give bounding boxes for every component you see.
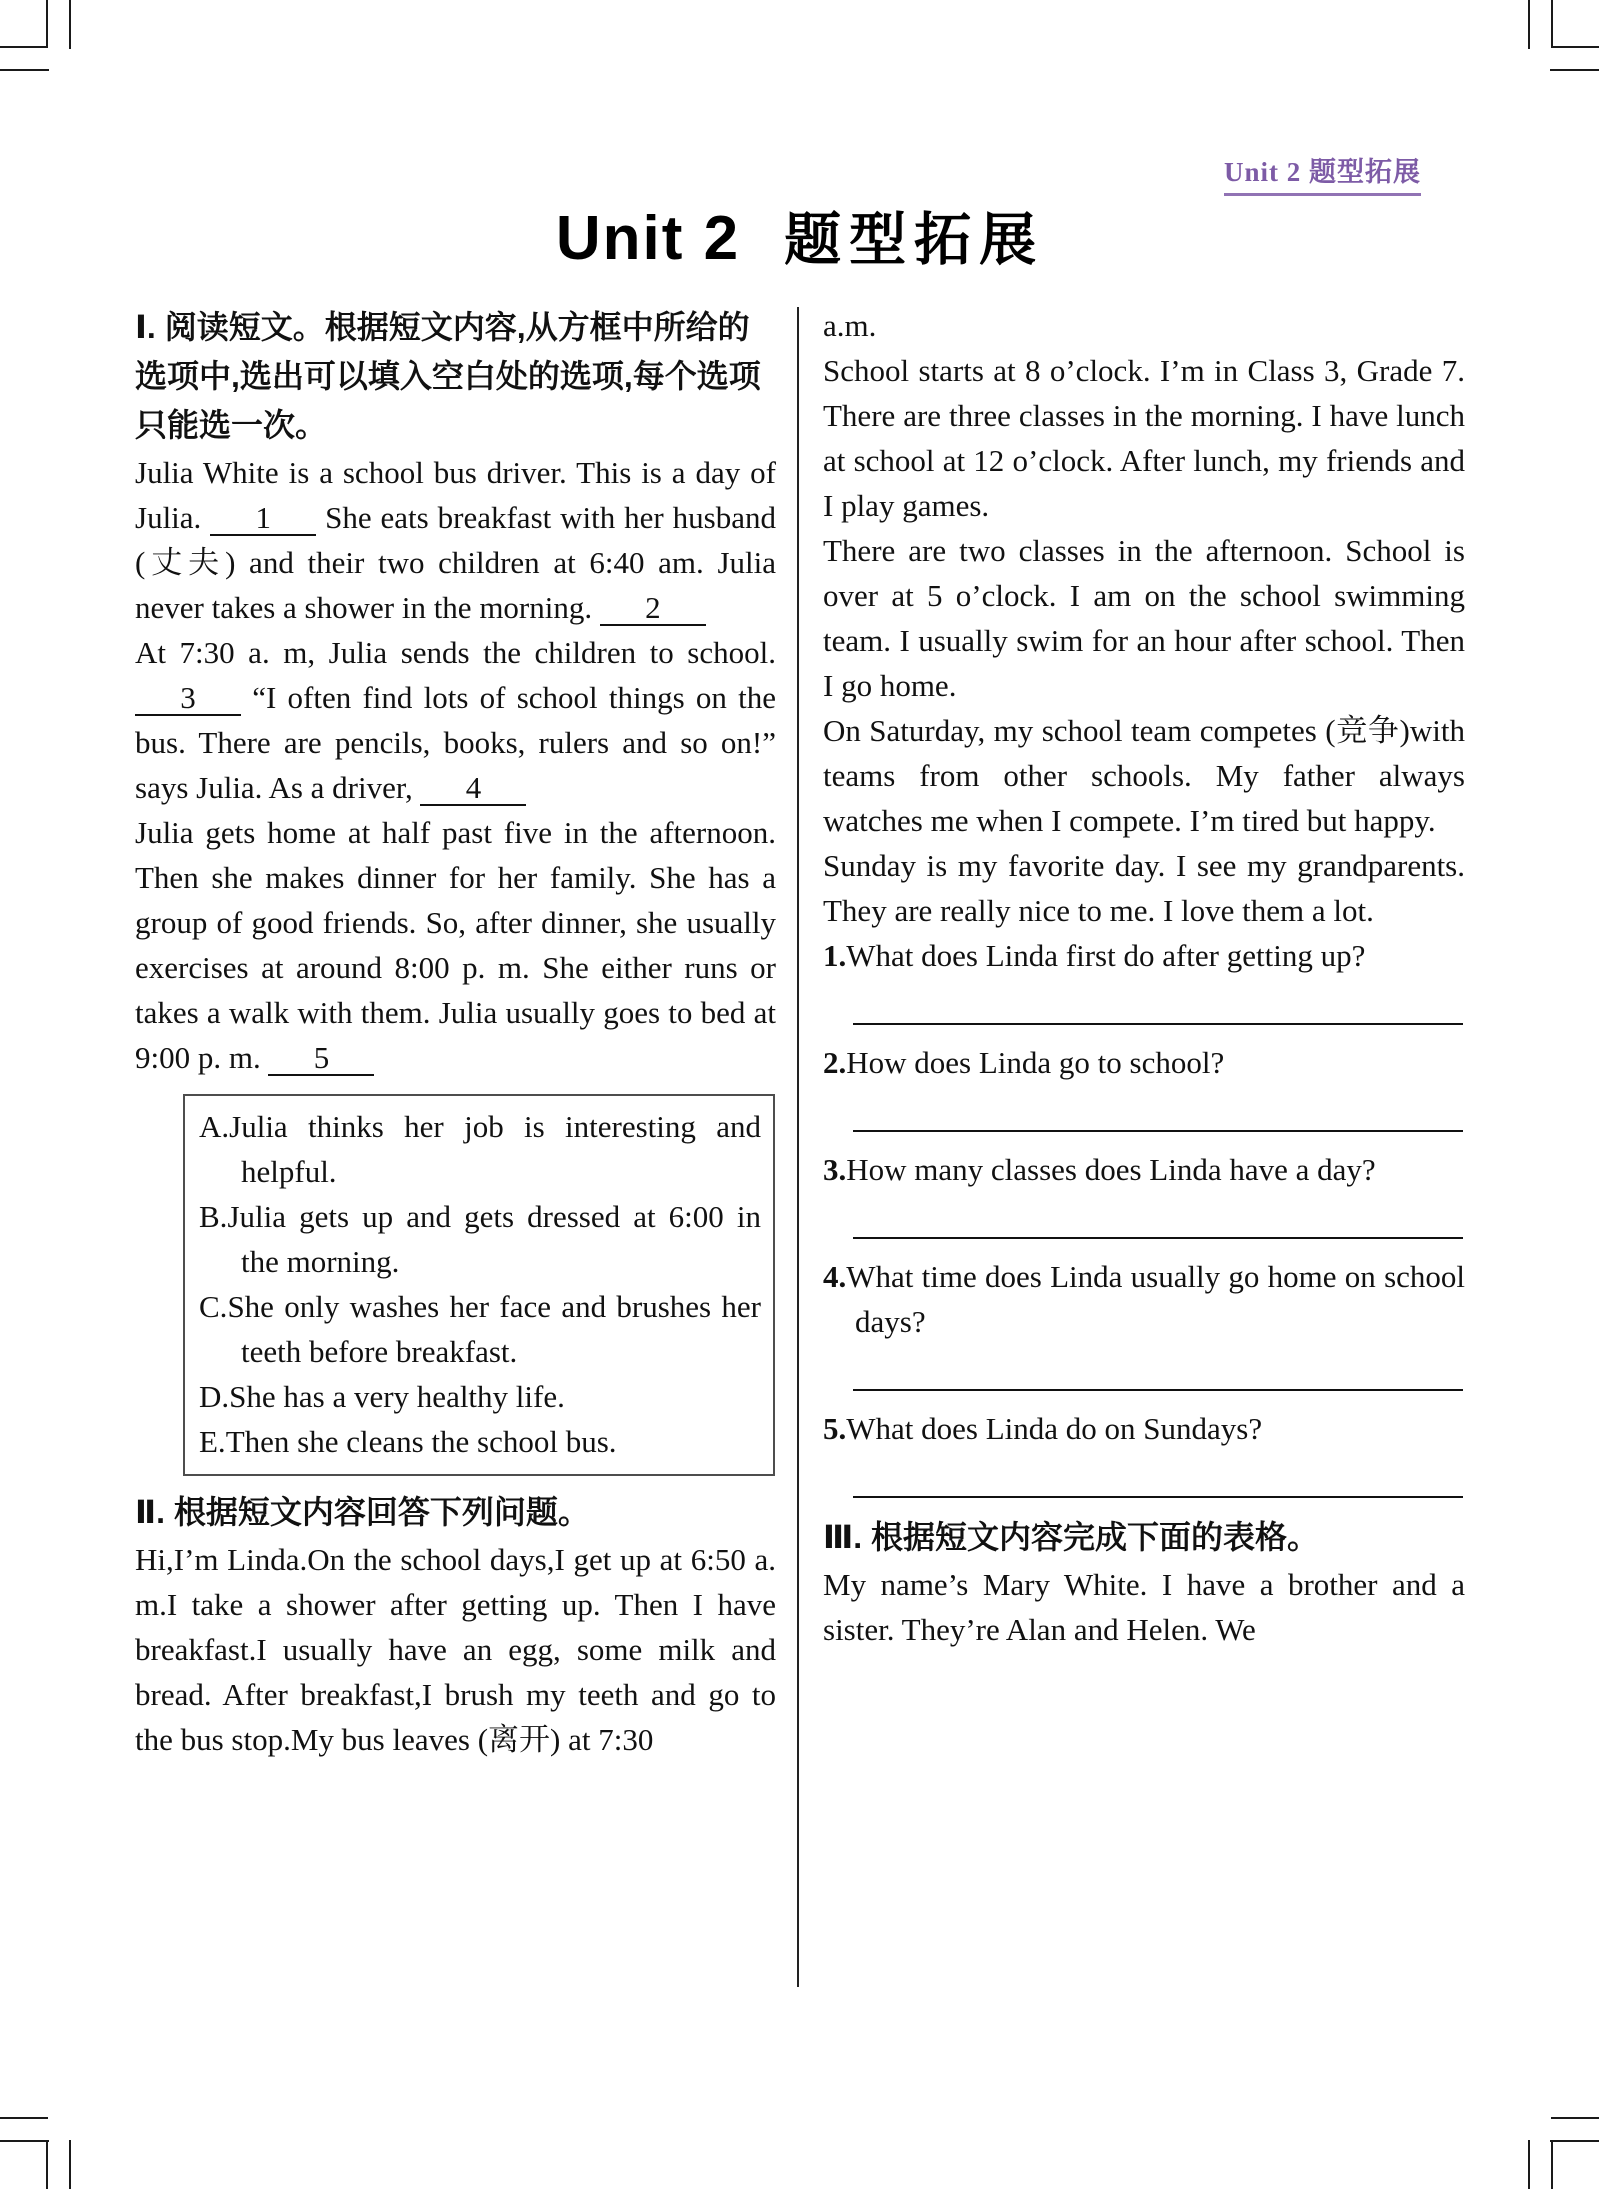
crop-mark [1551, 46, 1599, 48]
crop-mark [0, 46, 48, 48]
section2-heading: Ⅱ. 根据短文内容回答下列问题。 [135, 1494, 590, 1530]
option-label: C. [199, 1289, 228, 1324]
passage-paragraph: There are two classes in the afternoon. School is over at 5 o’clock. I am on the school swimming team. I usually swim for an hour after school. Then I go home. [823, 533, 1465, 703]
answer-line [853, 1237, 1463, 1239]
blank-5: 5 [268, 1043, 374, 1076]
crop-mark [0, 2140, 49, 2142]
section3-heading: Ⅲ. 根据短文内容完成下面的表格。 [823, 1519, 1320, 1555]
question-3 [823, 1147, 1465, 1239]
options-box [183, 1094, 775, 1476]
passage-text: At 7:30 a. m, Julia sends the children to school. [135, 635, 776, 670]
option-label: E. [199, 1424, 226, 1459]
option-label: D. [199, 1379, 230, 1414]
option-label: A. [199, 1109, 230, 1144]
option-text: She has a very healthy life. [229, 1379, 565, 1414]
crop-mark [46, 2141, 48, 2189]
crop-mark [69, 2140, 71, 2189]
crop-mark [0, 2117, 48, 2119]
question-body: How many classes does Linda have a day? [846, 1152, 1376, 1187]
option-label: B. [199, 1199, 228, 1234]
passage-paragraph: On Saturday, my school team competes (竞争)with teams from other schools. My father always watches me when I compete. I’m tired but happy. [823, 713, 1465, 838]
question-1 [823, 933, 1465, 1025]
crop-mark [1550, 2140, 1599, 2142]
answer-line [853, 1496, 1463, 1498]
passage-paragraph: a.m. [823, 308, 877, 343]
passage-text: “I often find lots of school things on the bus. There are pencils, books, rulers and so on!” says Julia. As a driver, [135, 680, 776, 805]
page-title-cn: 题型拓展 [784, 208, 1045, 272]
crop-mark [0, 69, 49, 71]
question-4 [823, 1254, 1465, 1391]
blank-1: 1 [210, 503, 316, 536]
question-text [823, 1406, 1465, 1451]
column-divider [797, 307, 799, 1987]
question-body: What does Linda first do after getting up? [846, 938, 1366, 973]
question-text [823, 1040, 1465, 1085]
running-header: Unit 2 题型拓展 [1224, 150, 1421, 196]
blank-4: 4 [420, 773, 526, 806]
crop-mark [1528, 2140, 1530, 2189]
passage-paragraph: My name’s Mary White. I have a brother and a sister. They’re Alan and Helen. We [823, 1567, 1465, 1647]
option-text: Julia gets up and gets dressed at 6:00 in the morning. [227, 1199, 761, 1279]
option-item-b [199, 1194, 761, 1284]
passage-text: Julia White is a school bus driver. This is a day of Julia. [135, 455, 776, 535]
passage-text: She eats breakfast with her husband (丈夫) and their two children at 6:40 am. Julia never takes a shower in the morning. [135, 500, 776, 625]
option-text: Julia thinks her job is interesting and helpful. [229, 1109, 761, 1189]
crop-mark [46, 0, 48, 48]
passage-paragraph: School starts at 8 o’clock. I’m in Class 3, Grade 7. There are three classes in the morning. I have lunch at school at 12 o’clock. After lunch, my friends and I play games. [823, 353, 1465, 523]
question-body: What does Linda do on Sundays? [846, 1411, 1263, 1446]
crop-mark [69, 0, 71, 49]
option-item-d [199, 1374, 761, 1419]
passage-text: Julia gets home at half past five in the afternoon. Then she makes dinner for her family. She has a group of good friends. So, after dinner, she usually exercises at around 8:00 p. m. She either runs or takes a walk with them. Julia usually goes to bed at 9:00 p. m. [135, 815, 776, 1075]
left-column [135, 303, 776, 1762]
passage-paragraph: Sunday is my favorite day. I see my grandparents. They are really nice to me. I love them a lot. [823, 848, 1465, 928]
page-title [135, 194, 1465, 276]
question-text [823, 1254, 1465, 1344]
crop-mark [1551, 2141, 1553, 2189]
option-text: Then she cleans the school bus. [225, 1424, 617, 1459]
question-body: How does Linda go to school? [846, 1045, 1225, 1080]
question-body: What time does Linda usually go home on school days? [846, 1259, 1465, 1339]
question-5 [823, 1406, 1465, 1498]
crop-mark [1528, 0, 1530, 49]
passage-paragraph [135, 810, 776, 1080]
option-item-c [199, 1284, 761, 1374]
crop-mark [1551, 2117, 1599, 2119]
answer-line [853, 1023, 1463, 1025]
question-number: 4. [823, 1259, 847, 1294]
question-number: 3. [823, 1152, 847, 1187]
page-title-unit: Unit 2 [555, 204, 741, 273]
passage-paragraph [135, 630, 776, 810]
answer-line [853, 1389, 1463, 1391]
question-2 [823, 1040, 1465, 1132]
question-number: 2. [823, 1045, 847, 1080]
right-column [823, 303, 1465, 1652]
question-number: 5. [823, 1411, 847, 1446]
passage-paragraph: Hi,I’m Linda.On the school days,I get up at 6:50 a. m.I take a shower after getting up. Then I have breakfast.I usually have an egg, some milk and bread. After breakfast,I brush my teeth and go to the bus stop.My bus leaves (离开) at 7:30 [135, 1542, 776, 1757]
question-text [823, 1147, 1465, 1192]
section1-heading: Ⅰ. 阅读短文。根据短文内容,从方框中所给的选项中,选出可以填入空白处的选项,每个选项只能选一次。 [135, 309, 761, 443]
question-number: 1. [823, 938, 847, 973]
crop-mark [1550, 69, 1599, 71]
option-item-e [199, 1419, 761, 1464]
blank-2: 2 [600, 593, 706, 626]
answer-line [853, 1130, 1463, 1132]
question-text [823, 933, 1465, 978]
passage-paragraph [135, 450, 776, 630]
blank-3: 3 [135, 683, 241, 716]
option-text: She only washes her face and brushes her teeth before breakfast. [227, 1289, 761, 1369]
option-item-a [199, 1104, 761, 1194]
crop-mark [1551, 0, 1553, 48]
